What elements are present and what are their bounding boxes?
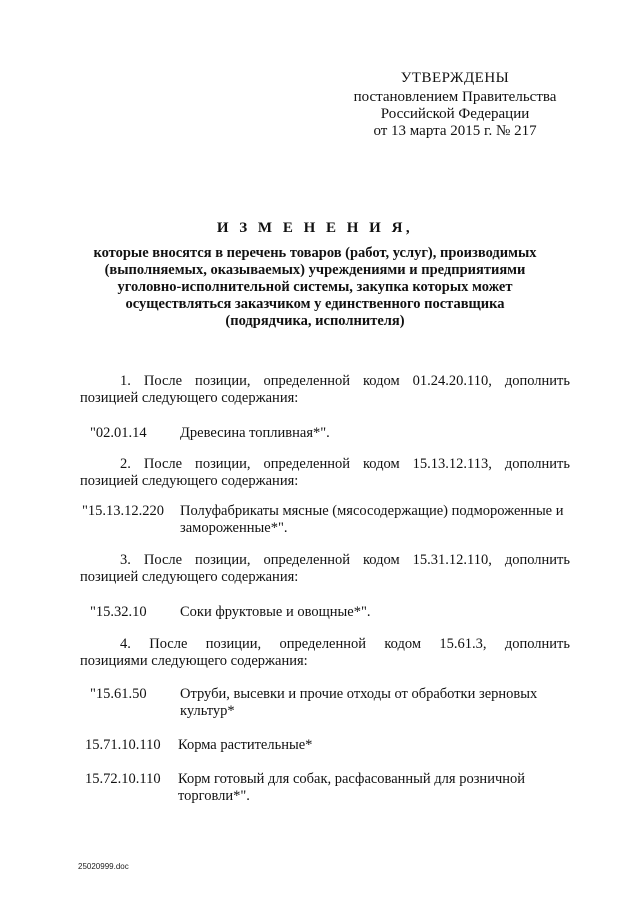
entry-name: Соки фруктовые и овощные*". xyxy=(180,604,371,620)
item-1-text-cont: позицией следующего содержания: xyxy=(80,390,299,406)
item-2-text: 2. После позиции, определенной кодом 15.13.12.113, дополнить xyxy=(120,456,570,472)
approval-line: постановлением Правительства xyxy=(353,89,557,105)
item-4-text-cont: позициями следующего содержания: xyxy=(80,653,308,669)
title-line: которые вносятся в перечень товаров (работ, услуг), производимых xyxy=(93,245,537,261)
item-4-text: 4. После позиции, определенной кодом 15.61.3, дополнить xyxy=(120,636,570,652)
entry-code: "02.01.14 xyxy=(90,425,147,441)
entry-code: 15.72.10.110 xyxy=(85,771,161,787)
approval-heading: УТВЕРЖДЕНЫ xyxy=(400,70,510,86)
entry-code: "15.61.50 xyxy=(90,686,147,702)
entry-name: Корм готовый для собак, расфасованный для розничной торговли*". xyxy=(178,771,526,804)
entry-name: Древесина топливная*". xyxy=(180,425,330,441)
entry-code: 15.71.10.110 xyxy=(85,737,161,753)
title-line: (подрядчика, исполнителя) xyxy=(225,313,405,329)
item-2-text-cont: позицией следующего содержания: xyxy=(80,473,299,489)
document-title xyxy=(60,220,570,330)
approval-line: Российской Федерации xyxy=(380,106,530,122)
item-3-text-cont: позицией следующего содержания: xyxy=(80,569,299,585)
title-heading: И З М Е Н Е Н И Я, xyxy=(216,220,414,236)
approval-block xyxy=(330,70,580,140)
entry-name: Полуфабрикаты мясные (мясосодержащие) подмороженные и замороженные*". xyxy=(180,503,564,536)
title-line: (выполняемых, оказываемых) учреждениями и предприятиями xyxy=(104,262,526,278)
approval-date: от 13 марта 2015 г. № 217 xyxy=(373,123,537,139)
item-1-text: 1. После позиции, определенной кодом 01.24.20.110, дополнить xyxy=(120,373,570,389)
title-line: уголовно-исполнительной системы, закупка которых может xyxy=(117,279,513,295)
entry-code: "15.13.12.220 xyxy=(82,503,165,519)
item-3-text: 3. После позиции, определенной кодом 15.31.12.110, дополнить xyxy=(120,552,570,568)
file-name-footer: 25020999.doc xyxy=(78,862,129,871)
entry-name: Корма растительные* xyxy=(178,737,313,753)
title-line: осуществляться заказчиком у единственного поставщика xyxy=(125,296,505,312)
entry-name: Отруби, высевки и прочие отходы от обработки зерновых культур* xyxy=(180,686,538,719)
entry-code: "15.32.10 xyxy=(90,604,147,620)
